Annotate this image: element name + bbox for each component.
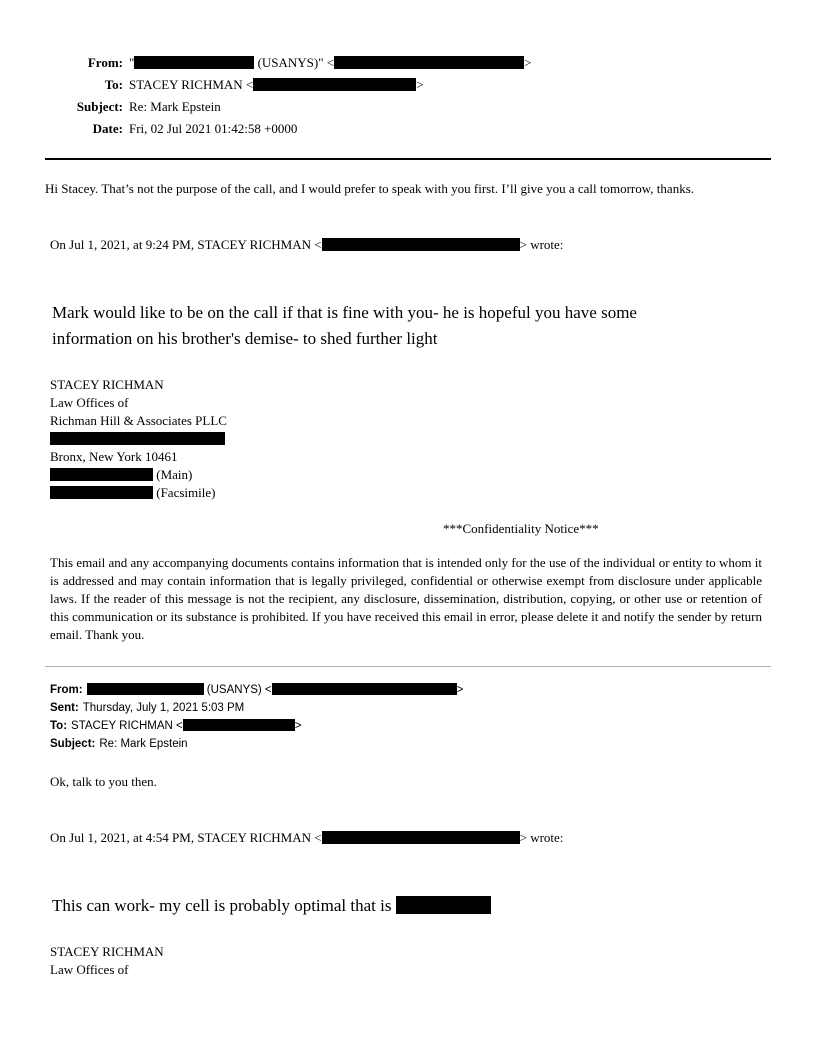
message2-body: Ok, talk to you then. bbox=[50, 774, 157, 789]
quoted-header-subject bbox=[50, 735, 816, 753]
signature-firm-line2 bbox=[50, 412, 816, 430]
quoted-subject-label: Subject: bbox=[50, 738, 96, 750]
quoted-header-from bbox=[50, 681, 816, 699]
message2-quoted-body bbox=[52, 893, 700, 919]
to-label: To: bbox=[104, 77, 123, 92]
redaction-box bbox=[253, 78, 416, 92]
quoted-header-to bbox=[50, 717, 816, 735]
text-segment: > bbox=[524, 55, 532, 70]
text-segment: Re: Mark Epstein bbox=[129, 99, 221, 114]
signature-block-truncated bbox=[50, 943, 816, 979]
signature-block bbox=[50, 376, 816, 502]
to-value bbox=[129, 74, 424, 96]
quoted-to-label: To: bbox=[50, 720, 68, 732]
redaction-box bbox=[322, 238, 520, 252]
text-segment: This can work- my cell is probably optimal that is bbox=[52, 896, 396, 915]
text-segment: > bbox=[416, 77, 424, 92]
quoted-sent-value bbox=[83, 702, 245, 714]
email-header bbox=[45, 0, 816, 140]
signature-firm-line1 bbox=[50, 394, 816, 412]
confidentiality-notice-body: This email and any accompanying documents contains information that is intended only for the use of the individual or entity to whom it is addressed and may contain information that is legally privileged, confidential or otherwise exempt from disclosure under applicable laws. If the reader of this message is not the recipient, any disclosure, dissemination, distribution, copying, or other use or retention of this communication or its substance is prohibited. If you have received this email in error, please delete it and notify the sender by return email. Thank you. bbox=[50, 555, 762, 642]
redaction-box bbox=[50, 468, 153, 482]
text-segment: Fri, 02 Jul 2021 01:42:58 +0000 bbox=[129, 121, 298, 136]
thread-divider-rule bbox=[45, 666, 771, 667]
quoted-subject-value bbox=[99, 738, 187, 750]
header-field-from bbox=[45, 52, 816, 74]
header-field-subject bbox=[45, 96, 816, 118]
message1-quoted-body: Mark would like to be on the call if that is fine with you- he is hopeful you have some information on his brother's demise- to shed further light bbox=[52, 303, 637, 348]
subject-label: Subject: bbox=[76, 99, 123, 114]
message1-quote-attribution bbox=[50, 236, 816, 254]
header-field-to bbox=[45, 74, 816, 96]
text-segment: Law Offices of bbox=[50, 395, 129, 410]
redaction-box bbox=[322, 831, 520, 845]
text-segment: (USANYS) < bbox=[203, 684, 272, 696]
header-divider-rule bbox=[45, 158, 771, 160]
text-segment: (Facsimile) bbox=[153, 485, 216, 500]
redaction-box bbox=[50, 432, 225, 446]
signature-firm-line1 bbox=[50, 961, 816, 979]
text-segment: Richman Hill & Associates PLLC bbox=[50, 413, 227, 428]
text-segment: (Main) bbox=[153, 467, 193, 482]
message2-quote-attribution bbox=[50, 829, 816, 847]
redaction-box bbox=[87, 683, 204, 695]
text-segment: " bbox=[129, 55, 135, 70]
signature-name bbox=[50, 376, 816, 394]
from-label: From: bbox=[87, 55, 123, 70]
signature-phone-fax bbox=[50, 484, 816, 502]
date-label: Date: bbox=[92, 121, 123, 136]
text-segment: > bbox=[294, 720, 302, 732]
text-segment: STACEY RICHMAN bbox=[50, 377, 164, 392]
text-segment: Law Offices of bbox=[50, 962, 129, 977]
text-segment: STACEY RICHMAN < bbox=[71, 720, 183, 732]
redaction-box bbox=[334, 56, 524, 70]
redaction-box bbox=[396, 896, 491, 914]
header-field-date bbox=[45, 118, 816, 140]
text-segment: Bronx, New York 10461 bbox=[50, 449, 178, 464]
signature-phone-main bbox=[50, 466, 816, 484]
text-segment: Re: Mark Epstein bbox=[99, 738, 188, 750]
signature-city bbox=[50, 448, 816, 466]
from-value bbox=[129, 52, 531, 74]
date-value bbox=[129, 118, 297, 140]
quoted-email-header bbox=[50, 681, 816, 753]
text-segment: STACEY RICHMAN bbox=[50, 944, 164, 959]
text-segment: Thursday, July 1, 2021 5:03 PM bbox=[82, 702, 245, 714]
quoted-sent-label: Sent: bbox=[50, 702, 79, 714]
quoted-to-value bbox=[71, 720, 301, 732]
quoted-from-label: From: bbox=[50, 684, 83, 696]
signature-address-redacted bbox=[50, 430, 816, 448]
text-segment: On Jul 1, 2021, at 9:24 PM, STACEY RICHMAN < bbox=[50, 237, 322, 252]
signature-name bbox=[50, 943, 816, 961]
subject-value bbox=[129, 96, 221, 118]
text-segment: > wrote: bbox=[519, 237, 564, 252]
redaction-box bbox=[183, 719, 295, 731]
quoted-header-sent bbox=[50, 699, 816, 717]
confidentiality-notice-title: ***Confidentiality Notice*** bbox=[443, 521, 599, 536]
text-segment: > bbox=[456, 684, 464, 696]
text-segment: On Jul 1, 2021, at 4:54 PM, STACEY RICHMAN < bbox=[50, 830, 322, 845]
message1-body: Hi Stacey. That’s not the purpose of the call, and I would prefer to speak with you first. I’ll give you a call tomorrow, thanks. bbox=[45, 181, 694, 196]
redaction-box bbox=[134, 56, 254, 70]
text-segment: (USANYS)" < bbox=[254, 55, 335, 70]
redaction-box bbox=[272, 683, 457, 695]
redaction-box bbox=[50, 486, 153, 500]
text-segment: STACEY RICHMAN < bbox=[129, 77, 254, 92]
text-segment: > wrote: bbox=[519, 830, 564, 845]
quoted-from-value bbox=[87, 684, 464, 696]
